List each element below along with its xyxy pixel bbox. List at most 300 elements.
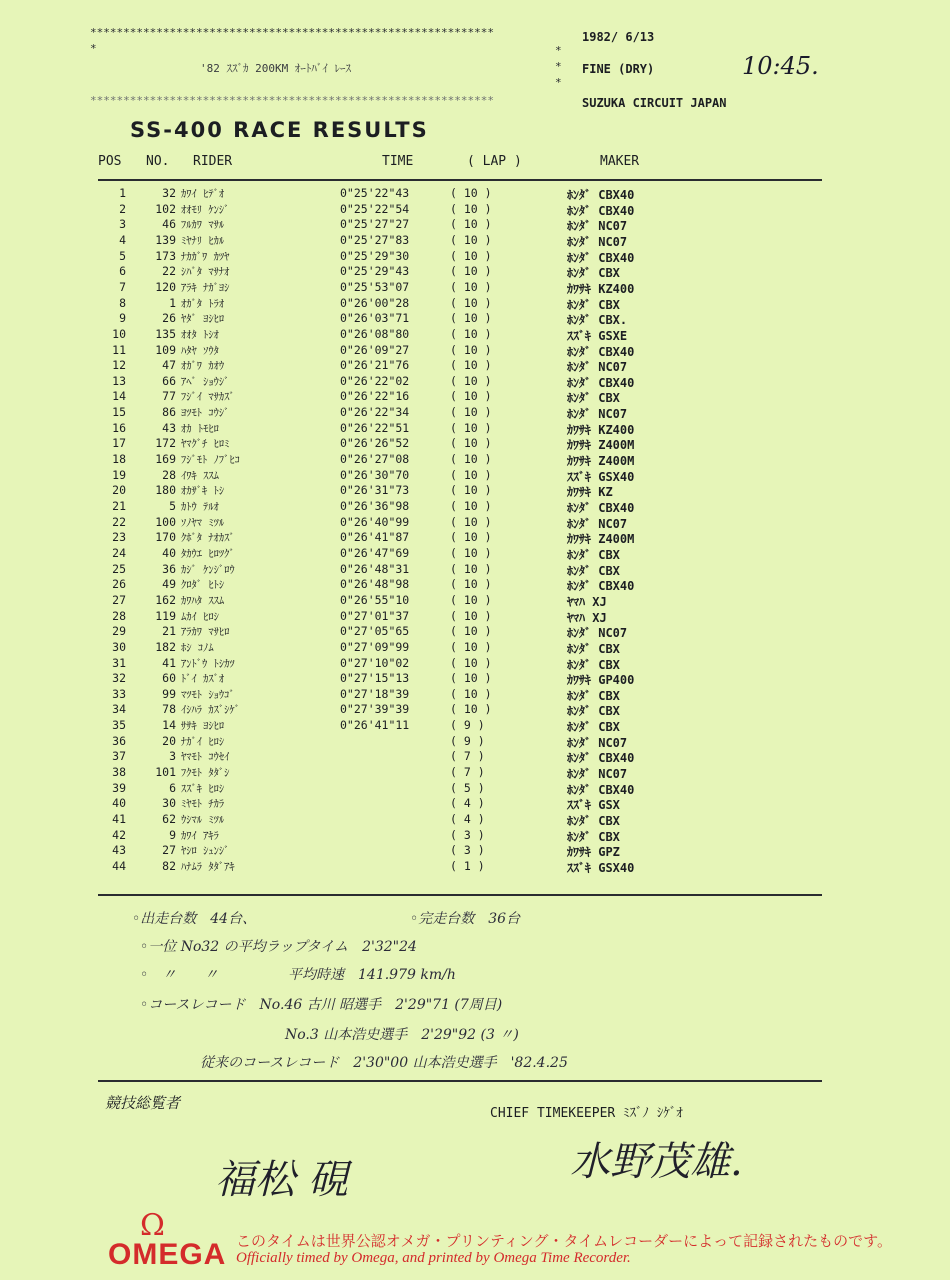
cell-time: 0"26'27"08 [340, 452, 410, 467]
cell-maker: ｽｽﾞｷ GSX40 [567, 860, 635, 875]
cell-rider: ﾀｶｳｴ ﾋﾛﾂｸﾞ [181, 547, 235, 560]
cell-time: 0"25'22"43 [340, 186, 410, 200]
col-no: NO. [146, 154, 170, 169]
cell-rider: ｵｶ ﾄﾓﾋﾛ [181, 422, 219, 435]
cell-lap: ( 10 ) [450, 201, 492, 216]
cell-rider: ﾔﾏﾓﾄ ｺｳｾｲ [181, 751, 230, 764]
cell-maker: ﾎﾝﾀﾞ CBX [567, 688, 620, 703]
table-row [0, 609, 950, 625]
cell-lap: ( 10 ) [450, 311, 492, 326]
chief-timekeeper-signature: 水野茂雄. [570, 1139, 743, 1185]
cell-lap: ( 10 ) [450, 217, 492, 232]
cell-pos: 3 [119, 217, 126, 232]
cell-pos: 35 [112, 718, 126, 733]
cell-maker: ｶﾜｻｷ GP400 [567, 673, 635, 688]
cell-maker: ﾎﾝﾀﾞ CBX [567, 657, 620, 672]
cell-no: 162 [155, 592, 176, 607]
cell-lap: ( 10 ) [450, 420, 492, 435]
cell-time: 0"26'31"73 [340, 483, 410, 498]
cell-rider: ｱﾝﾄﾞｳ ﾄｼｶﾂ [181, 657, 235, 670]
table-row [0, 280, 950, 296]
cell-lap: ( 10 ) [450, 639, 492, 654]
cell-maker: ﾎﾝﾀﾞ CBX [567, 814, 620, 828]
cell-time: 0"27'15"13 [340, 671, 410, 686]
note-previous-record: 従来のコースレコード 2'30"00 山本浩史選手 '82.4.25 [200, 1055, 568, 1071]
cell-no: 46 [162, 217, 176, 232]
note-average-lap: ◦一位 No32 の平均ラップタイム 2'32"24 [140, 939, 417, 955]
cell-lap: ( 10 ) [450, 655, 492, 670]
cell-rider: ﾔﾏｸﾞﾁ ﾋﾛﾐ [181, 438, 230, 451]
cell-no: 119 [155, 608, 176, 623]
cell-no: 86 [162, 405, 176, 420]
cell-maker: ﾔﾏﾊ XJ [567, 594, 607, 609]
cell-time: 0"26'09"27 [340, 342, 410, 357]
cell-maker: ﾎﾝﾀﾞ NC07 [567, 219, 628, 234]
col-time: TIME [382, 154, 414, 169]
cell-pos: 34 [112, 702, 126, 717]
cell-time: 0"25'27"83 [340, 232, 410, 247]
cell-pos: 39 [112, 780, 126, 795]
cell-rider: ﾊﾅﾑﾗ ﾀﾀﾞｱｷ [181, 860, 235, 873]
cell-maker: ｶﾜｻｷ KZ [567, 485, 613, 500]
cell-no: 22 [162, 264, 176, 279]
cell-rider: ｿﾉﾔﾏ ﾐﾂﾙ [181, 516, 225, 529]
table-row [0, 828, 950, 844]
cell-rider: ｶﾜｲ ｱｷﾗ [181, 829, 219, 842]
cell-rider: ｱﾍﾞ ｼｮｳｼﾞ [181, 375, 230, 388]
venue: SUZUKA CIRCUIT JAPAN [582, 96, 727, 110]
table-row [0, 311, 950, 327]
cell-lap: ( 4 ) [450, 796, 485, 811]
cell-no: 180 [155, 483, 176, 498]
cell-rider: ｸﾛﾀﾞ ﾋﾄｼ [181, 579, 225, 592]
table-row [0, 812, 950, 828]
cell-maker: ｶﾜｻｷ GPZ [567, 845, 620, 860]
table-row [0, 593, 950, 609]
cell-maker: ﾎﾝﾀﾞ CBX [567, 563, 620, 578]
cell-lap: ( 10 ) [450, 279, 492, 294]
cell-rider: ｲﾜｷ ｽｽﾑ [181, 469, 219, 482]
table-row [0, 749, 950, 765]
cell-pos: 30 [112, 639, 126, 654]
cell-no: 101 [155, 765, 176, 780]
cell-lap: ( 10 ) [450, 624, 492, 639]
table-row [0, 186, 950, 202]
cell-pos: 4 [119, 232, 126, 247]
cell-rider: ﾏﾂﾓﾄ ｼｮｳｺﾞ [181, 688, 235, 701]
table-row [0, 405, 950, 421]
cell-no: 139 [155, 232, 176, 247]
cell-maker: ﾎﾝﾀﾞ CBX40 [567, 751, 635, 766]
cell-no: 170 [155, 530, 176, 545]
cell-maker: ﾎﾝﾀﾞ CBX. [567, 313, 628, 328]
col-maker: MAKER [600, 154, 640, 169]
cell-maker: ﾎﾝﾀﾞ CBX [567, 704, 620, 719]
cell-lap: ( 10 ) [450, 405, 492, 420]
cell-lap: ( 3 ) [450, 827, 485, 842]
cell-pos: 26 [112, 577, 126, 592]
cell-pos: 21 [112, 499, 126, 513]
note-average-speed: 平均時速 141.979 km/h [288, 967, 456, 983]
cell-no: 36 [162, 561, 176, 576]
cell-lap: ( 9 ) [450, 733, 485, 748]
cell-rider: ﾐﾔﾓﾄ ﾁｶﾗ [181, 798, 225, 811]
star-border-right-2: * [555, 60, 562, 73]
table-row [0, 327, 950, 343]
cell-lap: ( 10 ) [450, 373, 492, 388]
cell-pos: 33 [112, 686, 126, 701]
cell-lap: ( 10 ) [450, 530, 492, 545]
table-row [0, 452, 950, 468]
table-row [0, 577, 950, 593]
cell-maker: ﾎﾝﾀﾞ CBX40 [567, 782, 635, 797]
cell-no: 120 [155, 279, 176, 294]
cell-rider: ﾅｶｶﾞﾜ ｶﾂﾔ [181, 250, 230, 263]
cell-maker: ﾎﾝﾀﾞ CBX40 [567, 203, 635, 218]
cell-pos: 17 [112, 436, 126, 451]
cell-time: 0"25'22"54 [340, 201, 410, 216]
cell-pos: 25 [112, 561, 126, 576]
cell-lap: ( 10 ) [450, 671, 492, 686]
cell-lap: ( 7 ) [450, 765, 485, 780]
table-row [0, 389, 950, 405]
table-row [0, 718, 950, 734]
cell-pos: 44 [112, 858, 126, 873]
cell-time: 0"27'05"65 [340, 624, 410, 639]
cell-lap: ( 9 ) [450, 718, 485, 733]
cell-pos: 29 [112, 624, 126, 639]
omega-logo-icon: Ω [140, 1208, 165, 1243]
cell-pos: 37 [112, 749, 126, 764]
omega-statement-jp: このタイムは世界公認オメガ・プリンティング・タイムレコーダーによって記録されたものです。 [236, 1232, 892, 1250]
table-row [0, 515, 950, 531]
cell-no: 41 [162, 655, 176, 670]
cell-rider: ｵｵﾀ ﾄｼｵ [181, 328, 219, 341]
cell-pos: 11 [112, 342, 126, 357]
cell-rider: ｶﾜｲ ﾋﾃﾞｵ [181, 188, 225, 200]
cell-maker: ﾎﾝﾀﾞ NC07 [567, 234, 628, 249]
cell-pos: 2 [119, 201, 126, 216]
cell-lap: ( 10 ) [450, 483, 492, 498]
cell-lap: ( 4 ) [450, 812, 485, 826]
start-time: 10:45. [742, 52, 819, 80]
table-row [0, 249, 950, 265]
cell-time: 0"26'55"10 [340, 592, 410, 607]
note-course-record-2: No.3 山本浩史選手 2'29"92 (3 〃) [285, 1027, 519, 1043]
cell-maker: ﾎﾝﾀﾞ CBX40 [567, 188, 635, 202]
table-row [0, 734, 950, 750]
chief-timekeeper-label: CHIEF TIMEKEEPER ﾐｽﾞﾉ ｼｹﾞｵ [490, 1106, 683, 1121]
cell-rider: ﾌﾙｶﾜ ﾏｻﾙ [181, 219, 225, 232]
table-row [0, 640, 950, 656]
cell-pos: 8 [119, 295, 126, 310]
cell-rider: ｱﾗｷ ﾅｶﾞﾖｼ [181, 281, 230, 294]
cell-no: 66 [162, 373, 176, 388]
table-row [0, 358, 950, 374]
cell-lap: ( 10 ) [450, 326, 492, 341]
cell-pos: 15 [112, 405, 126, 420]
table-row [0, 843, 950, 859]
cell-no: 82 [162, 858, 176, 873]
cell-pos: 10 [112, 326, 126, 341]
cell-pos: 12 [112, 358, 126, 373]
table-row [0, 796, 950, 812]
star-border-left: * [90, 42, 97, 55]
cell-time: 0"26'30"70 [340, 467, 410, 482]
cell-maker: ｽｽﾞｷ GSX40 [567, 469, 635, 484]
cell-maker: ﾎﾝﾀﾞ CBX40 [567, 250, 635, 265]
cell-lap: ( 10 ) [450, 545, 492, 560]
cell-no: 32 [162, 186, 176, 200]
note-starters: ◦出走台数 44台、 [132, 911, 257, 927]
cell-no: 6 [169, 780, 176, 795]
cell-no: 30 [162, 796, 176, 811]
cell-maker: ﾎﾝﾀﾞ CBX [567, 641, 620, 656]
cell-lap: ( 10 ) [450, 295, 492, 310]
cell-pos: 32 [112, 671, 126, 686]
table-row [0, 859, 950, 875]
cell-maker: ﾎﾝﾀﾞ CBX [567, 391, 620, 406]
cell-no: 172 [155, 436, 176, 451]
cell-no: 26 [162, 311, 176, 326]
cell-rider: ｵｶﾞﾜ ｶｵｳ [181, 360, 225, 373]
cell-rider: ﾑｶｲ ﾋﾛｼ [181, 610, 219, 623]
cell-rider: ｵｶｻﾞｷ ﾄｼ [181, 485, 225, 498]
cell-lap: ( 5 ) [450, 780, 485, 795]
cell-rider: ﾔｼﾛ ｼｭﾝｼﾞ [181, 845, 230, 858]
cell-pos: 41 [112, 812, 126, 826]
cell-lap: ( 10 ) [450, 577, 492, 592]
table-row [0, 264, 950, 280]
cell-maker: ｶﾜｻｷ Z400M [567, 454, 635, 469]
cell-time: 0"27'10"02 [340, 655, 410, 670]
table-row [0, 483, 950, 499]
cell-lap: ( 1 ) [450, 858, 485, 873]
cell-maker: ﾎﾝﾀﾞ CBX40 [567, 344, 635, 359]
cell-no: 62 [162, 812, 176, 826]
note-course-record-1: ◦コースレコード No.46 古川 昭選手 2'29"71 (7周目) [140, 997, 503, 1013]
cell-maker: ﾎﾝﾀﾞ CBX [567, 829, 620, 844]
table-row [0, 233, 950, 249]
cell-time: 0"26'41"11 [340, 718, 410, 733]
cell-lap: ( 10 ) [450, 592, 492, 607]
cell-time: 0"26'21"76 [340, 358, 410, 373]
cell-rider: ｻｻｷ ﾖｼﾋﾛ [181, 720, 225, 733]
cell-lap: ( 7 ) [450, 749, 485, 764]
col-lap: ( LAP ) [467, 154, 522, 169]
event-name: '82 ｽｽﾞｶ 200KM ｵｰﾄﾊﾞｲ ﾚｰｽ [200, 62, 351, 75]
cell-no: 27 [162, 843, 176, 858]
cell-time: 0"26'48"31 [340, 561, 410, 576]
cell-time: 0"27'39"39 [340, 702, 410, 717]
cell-time: 0"26'22"34 [340, 405, 410, 420]
cell-time: 0"26'22"51 [340, 420, 410, 435]
cell-rider: ｼﾊﾞﾀ ﾏｻﾅｵ [181, 266, 230, 279]
cell-maker: ﾎﾝﾀﾞ NC07 [567, 516, 628, 531]
cell-maker: ｽｽﾞｷ GSX [567, 798, 620, 813]
cell-maker: ｶﾜｻｷ Z400M [567, 438, 635, 453]
race-date: 1982/ 6/13 [582, 30, 655, 44]
cell-rider: ｶﾜﾊﾀ ｽｽﾑ [181, 594, 225, 607]
cell-no: 40 [162, 545, 176, 560]
table-row [0, 436, 950, 452]
cell-no: 43 [162, 420, 176, 435]
cell-pos: 20 [112, 483, 126, 498]
cell-time: 0"25'27"27 [340, 217, 410, 232]
cell-time: 0"27'01"37 [340, 608, 410, 623]
cell-rider: ﾔﾀﾞ ﾖｼﾋﾛ [181, 313, 225, 326]
cell-rider: ﾌｼﾞｲ ﾏｻｶｽﾞ [181, 391, 235, 404]
cell-time: 0"26'00"28 [340, 295, 410, 310]
cell-lap: ( 10 ) [450, 186, 492, 200]
cell-rider: ｶﾄｳ ﾃﾙｵ [181, 501, 219, 513]
cell-maker: ﾎﾝﾀﾞ NC07 [567, 626, 628, 641]
chief-steward-label: 競技総覧者 [105, 1094, 181, 1112]
cell-lap: ( 10 ) [450, 702, 492, 717]
cell-no: 1 [169, 295, 176, 310]
cell-no: 182 [155, 639, 176, 654]
table-row [0, 671, 950, 687]
col-rider: RIDER [193, 154, 233, 169]
cell-no: 100 [155, 514, 176, 529]
cell-no: 173 [155, 248, 176, 263]
table-row [0, 499, 950, 515]
cell-pos: 43 [112, 843, 126, 858]
table-row [0, 624, 950, 640]
cell-rider: ｳｼﾏﾙ ﾐﾂﾙ [181, 814, 225, 826]
cell-time: 0"26'48"98 [340, 577, 410, 592]
cell-pos: 1 [119, 186, 126, 200]
cell-time: 0"26'22"02 [340, 373, 410, 388]
cell-rider: ﾌｼﾞﾓﾄ ﾉﾌﾞﾋｺ [181, 454, 240, 467]
table-row [0, 468, 950, 484]
cell-pos: 22 [112, 514, 126, 529]
table-row [0, 546, 950, 562]
cell-maker: ﾎﾝﾀﾞ CBX [567, 720, 620, 735]
cell-time: 0"25'29"43 [340, 264, 410, 279]
cell-maker: ｶﾜｻｷ KZ400 [567, 281, 635, 296]
cell-no: 9 [169, 827, 176, 842]
table-row [0, 296, 950, 312]
cell-time: 0"25'53"07 [340, 279, 410, 294]
cell-time: 0"26'26"52 [340, 436, 410, 451]
cell-maker: ﾎﾝﾀﾞ CBX40 [567, 579, 635, 594]
cell-lap: ( 10 ) [450, 686, 492, 701]
cell-maker: ﾎﾝﾀﾞ CBX40 [567, 501, 635, 515]
note-ditto-marks: ◦ 〃 〃 [140, 967, 219, 983]
cell-time: 0"27'18"39 [340, 686, 410, 701]
cell-rider: ｵｵﾓﾘ ｹﾝｼﾞ [181, 203, 230, 216]
cell-no: 109 [155, 342, 176, 357]
cell-pos: 13 [112, 373, 126, 388]
cell-lap: ( 10 ) [450, 358, 492, 373]
cell-time: 0"26'41"87 [340, 530, 410, 545]
cell-no: 3 [169, 749, 176, 764]
cell-lap: ( 10 ) [450, 264, 492, 279]
star-border-top: ************************************************************* [90, 26, 494, 39]
cell-no: 135 [155, 326, 176, 341]
cell-pos: 28 [112, 608, 126, 623]
cell-lap: ( 10 ) [450, 452, 492, 467]
cell-rider: ﾄﾞｲ ｶｽﾞｵ [181, 673, 225, 686]
table-row [0, 781, 950, 797]
cell-pos: 42 [112, 827, 126, 842]
cell-rider: ｲｼﾊﾗ ｶｽﾞｼｹﾞ [181, 704, 240, 717]
cell-rider: ﾅｶﾞｲ ﾋﾛｼ [181, 735, 225, 748]
table-row [0, 343, 950, 359]
header-rule [98, 179, 822, 181]
cell-lap: ( 10 ) [450, 232, 492, 247]
cell-no: 60 [162, 671, 176, 686]
cell-maker: ﾎﾝﾀﾞ NC07 [567, 360, 628, 375]
cell-no: 49 [162, 577, 176, 592]
cell-rider: ｸﾎﾞﾀ ﾅｵｶｽﾞ [181, 532, 235, 545]
cell-pos: 18 [112, 452, 126, 467]
cell-rider: ﾎｼ ｺﾉﾑ [181, 641, 214, 654]
cell-lap: ( 10 ) [450, 499, 492, 513]
cell-no: 99 [162, 686, 176, 701]
cell-lap: ( 10 ) [450, 467, 492, 482]
table-row [0, 702, 950, 718]
cell-pos: 16 [112, 420, 126, 435]
cell-rider: ﾐﾔﾅﾘ ﾋｶﾙ [181, 234, 225, 247]
cell-time: 0"26'36"98 [340, 499, 410, 513]
cell-no: 20 [162, 733, 176, 748]
cell-lap: ( 10 ) [450, 608, 492, 623]
cell-no: 14 [162, 718, 176, 733]
cell-pos: 6 [119, 264, 126, 279]
cell-pos: 5 [119, 248, 126, 263]
cell-maker: ﾎﾝﾀﾞ CBX [567, 297, 620, 312]
cell-maker: ｽｽﾞｷ GSXE [567, 328, 628, 343]
table-row [0, 687, 950, 703]
table-row [0, 656, 950, 672]
col-pos: POS [98, 154, 122, 169]
table-row [0, 374, 950, 390]
cell-pos: 40 [112, 796, 126, 811]
cell-maker: ｶﾜｻｷ Z400M [567, 532, 635, 547]
cell-maker: ﾎﾝﾀﾞ NC07 [567, 407, 628, 422]
cell-lap: ( 10 ) [450, 436, 492, 451]
cell-no: 28 [162, 467, 176, 482]
table-row [0, 202, 950, 218]
cell-rider: ｵｶﾞﾀ ﾄﾗｵ [181, 297, 225, 310]
star-border-bottom: ************************************************************* [90, 94, 494, 107]
page-title: SS-400 RACE RESULTS [130, 118, 429, 142]
cell-rider: ｽｽﾞｷ ﾋﾛｼ [181, 782, 225, 795]
cell-no: 169 [155, 452, 176, 467]
cell-maker: ﾎﾝﾀﾞ CBX40 [567, 375, 635, 390]
cell-rider: ｶｼﾞ ｹﾝｼﾞﾛｳ [181, 563, 235, 576]
cell-time: 0"26'03"71 [340, 311, 410, 326]
cell-lap: ( 10 ) [450, 561, 492, 576]
cell-time: 0"26'08"80 [340, 326, 410, 341]
cell-lap: ( 10 ) [450, 342, 492, 357]
note-finishers: ◦完走台数 36台 [410, 911, 521, 927]
star-border-right-1: * [555, 44, 562, 57]
star-border-right-3: * [555, 76, 562, 89]
table-row [0, 765, 950, 781]
cell-pos: 38 [112, 765, 126, 780]
notes-end-rule [98, 1080, 822, 1082]
cell-pos: 31 [112, 655, 126, 670]
cell-pos: 23 [112, 530, 126, 545]
cell-maker: ﾎﾝﾀﾞ NC07 [567, 735, 628, 750]
cell-time: 0"27'09"99 [340, 639, 410, 654]
cell-rider: ｱﾗｶﾜ ﾏｻﾋﾛ [181, 626, 230, 639]
chief-steward-signature: 福松 硯 [215, 1157, 348, 1203]
cell-no: 47 [162, 358, 176, 373]
